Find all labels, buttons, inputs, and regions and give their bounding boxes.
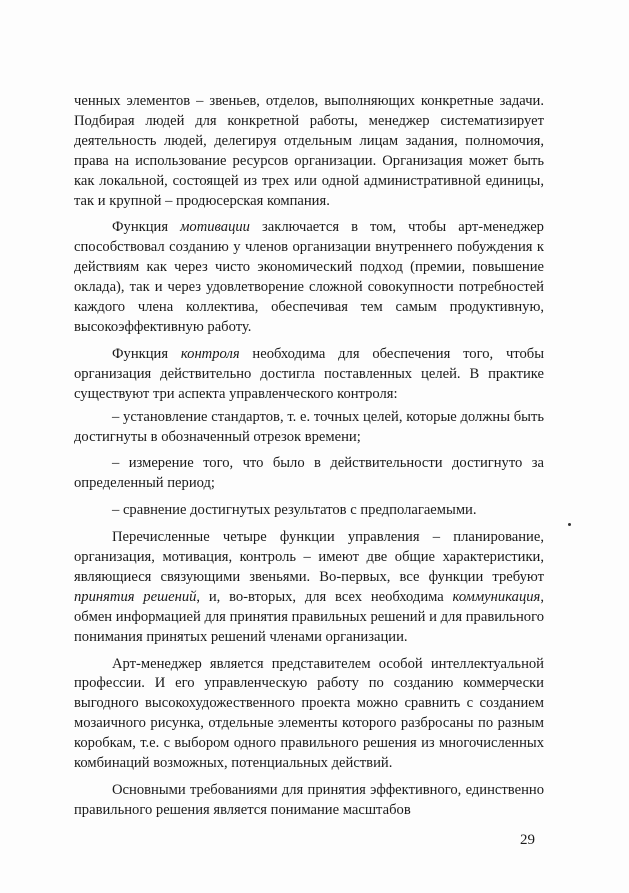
paragraph-p4 xyxy=(74,408,544,448)
text-run: заключается в том, чтобы арт-менеджер способствовал созданию у членов организации внутреннего побуждения к действиям как через чисто экономический подход (премии, повышение оклада), так и через удовлетворение сложной совокупности потребностей каждого члена коллектива, обеспечивая тем самым продуктивную, высокоэффективную работу. xyxy=(74,219,544,335)
emphasized-term: контроля xyxy=(180,345,240,362)
page-number: 29 xyxy=(520,832,535,848)
paragraph-p3 xyxy=(74,345,544,405)
text-run: Функция xyxy=(112,345,181,362)
text-run: Основными требованиями для принятия эффективного, единственно правильного решения является понимание масштабов xyxy=(74,782,544,818)
text-run: ченных элементов – звеньев, отделов, выполняющих конкретные задачи. Подбирая людей для конкретной работы, менеджер систематизирует деятельность людей, делегируя отдельным лицам задания, полномочия, права на использование ресурсов организации. Организация может быть как локальной, состоящей из трех или одной административной единицы, так и крупной – продюсерская компания. xyxy=(74,93,544,209)
body-text xyxy=(74,92,544,828)
text-run: , и, во-вторых, для всех необходима xyxy=(196,588,453,605)
paragraph-p2 xyxy=(74,218,544,337)
text-run: Функция xyxy=(112,219,181,236)
text-run: – сравнение достигнутых результатов с предполагаемыми. xyxy=(112,502,477,519)
emphasized-term: коммуникация xyxy=(452,588,541,605)
emphasized-term: принятия решений xyxy=(74,588,197,605)
text-run: – установление стандартов, т. е. точных целей, которые должны быть достигнуты в обозначенный отрезок времени; xyxy=(74,408,544,445)
paragraph-p9 xyxy=(74,781,544,821)
text-run: необходима для обеспечения того, чтобы организация действительно достигла поставленных целей. В практике существуют три аспекта управленческого контроля: xyxy=(74,345,544,402)
paragraph-p7 xyxy=(74,528,544,647)
paragraph-p6 xyxy=(74,501,544,521)
text-run: – измерение того, что было в действительности достигнуто за определенный период; xyxy=(74,455,544,492)
text-run: Арт-менеджер является представителем особой интеллектуальной профессии. И его управленческую работу по созданию коммерчески выгодного высокохудожественного проекта можно сравнить с созданием мозаичного рисунка, отдельные элементы которого разбросаны по разным коробкам, т.е. с выбором одного правильного решения из многочисленных комбинаций возможных, потенциальных действий. xyxy=(74,655,544,772)
scan-speck xyxy=(568,523,571,526)
paragraph-p8 xyxy=(74,655,544,774)
text-run: Перечисленные четыре функции управления – планирование, организация, мотивация, контроль – имеют две общие характеристики, являющиеся связующими звеньями. Во-первых, все функции требуют xyxy=(74,529,544,585)
paragraph-p1 xyxy=(74,92,544,211)
text-run: , обмен информацией для принятия правильных решений и для правильного понимания принятых решений членами организации. xyxy=(74,588,544,645)
emphasized-term: мотивации xyxy=(180,219,250,236)
paragraph-p5 xyxy=(74,454,544,494)
